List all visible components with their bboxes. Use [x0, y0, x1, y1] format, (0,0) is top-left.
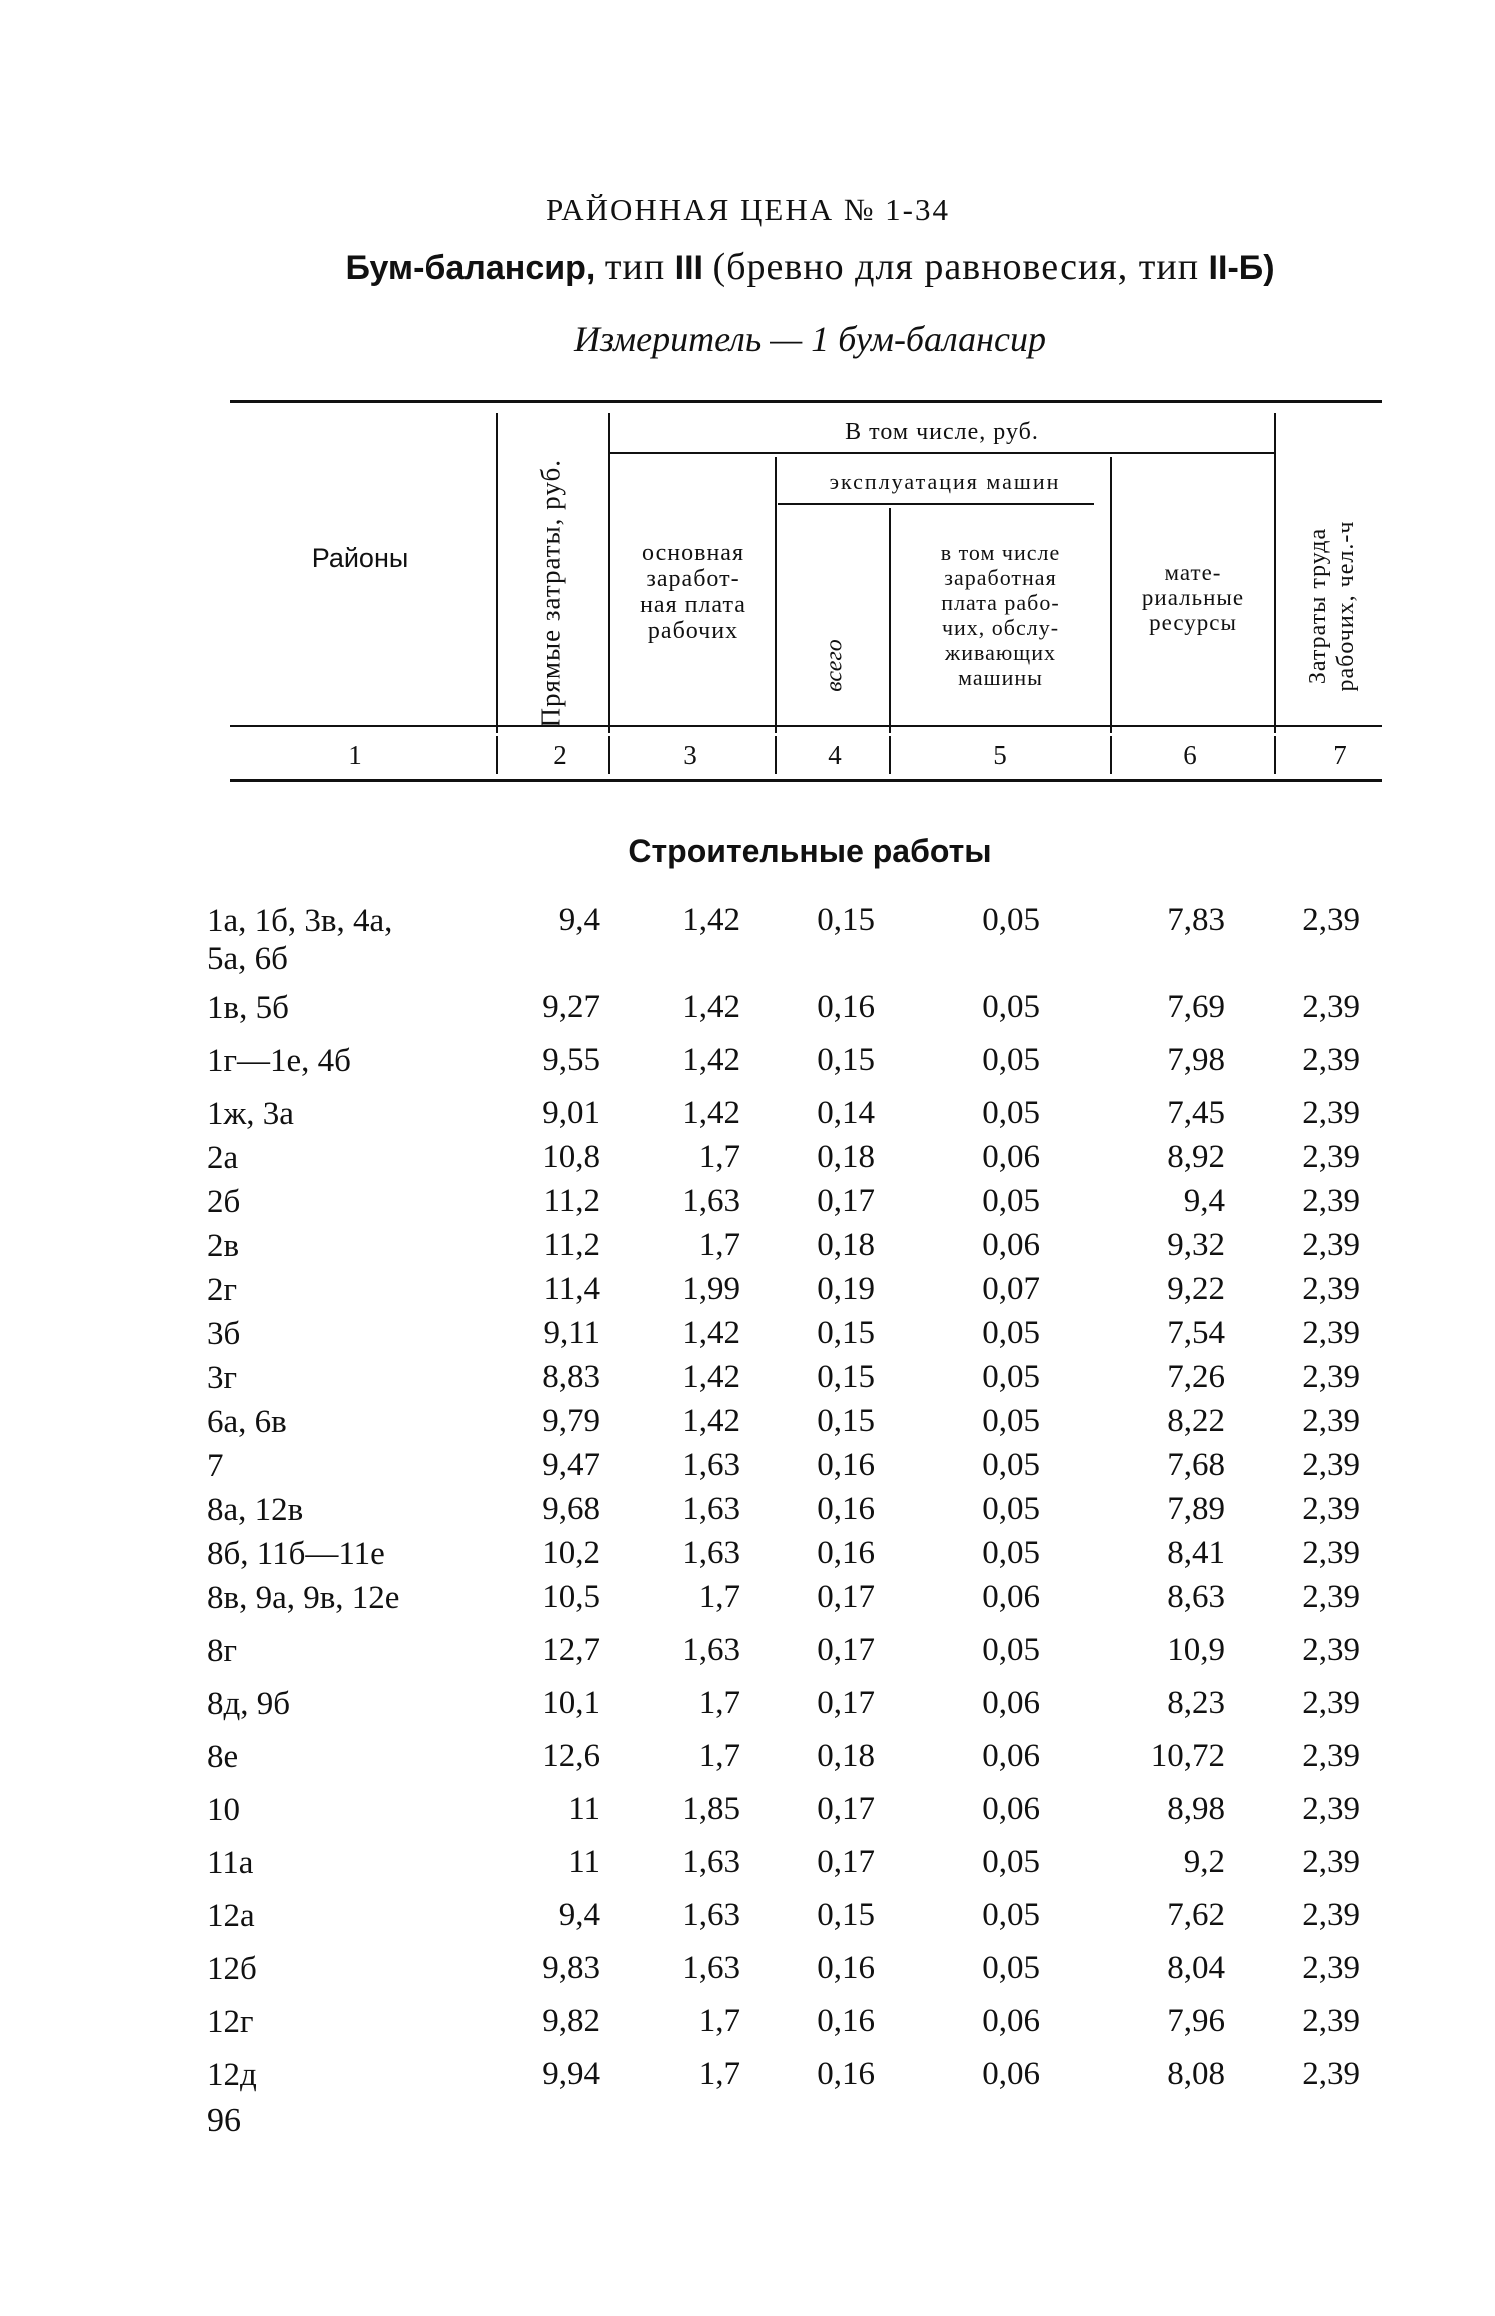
cell-base-wage: 1,7 — [698, 1685, 740, 1721]
header-machine-wage: в том числе заработная плата рабо- чих, обслу- живающих машины — [940, 540, 1061, 690]
cell-labor: 2,39 — [1302, 1535, 1360, 1571]
row-region: 8б, 11б—11е — [207, 1536, 385, 1572]
cell-direct: 9,94 — [542, 2056, 600, 2092]
cell-machine-wage: 0,06 — [982, 1738, 1040, 1774]
cell-machine-wage: 0,05 — [982, 989, 1040, 1025]
cell-machine-total: 0,18 — [817, 1738, 875, 1774]
cell-machine-total: 0,17 — [817, 1791, 875, 1827]
cell-machine-wage: 0,05 — [982, 1315, 1040, 1351]
cell-direct: 8,83 — [542, 1359, 600, 1395]
cell-direct: 11,2 — [543, 1227, 600, 1263]
header-including: В том числе, руб. — [845, 419, 1039, 445]
cell-machine-wage: 0,05 — [982, 1844, 1040, 1880]
header-machine-operation: эксплуатация машин — [829, 469, 1061, 494]
cell-machine-total: 0,15 — [817, 1403, 875, 1439]
cell-machine-total: 0,17 — [817, 1579, 875, 1615]
cell-base-wage: 1,42 — [682, 989, 740, 1025]
cell-base-wage: 1,63 — [682, 1535, 740, 1571]
cell-machine-total: 0,16 — [817, 1950, 875, 1986]
cell-materials: 7,89 — [1167, 1491, 1225, 1527]
cell-base-wage: 1,85 — [682, 1791, 740, 1827]
cell-direct: 9,47 — [542, 1447, 600, 1483]
page-number: 96 — [207, 2102, 241, 2139]
cell-base-wage: 1,63 — [682, 1844, 740, 1880]
cell-materials: 7,96 — [1167, 2003, 1225, 2039]
cell-materials: 10,9 — [1167, 1632, 1225, 1668]
cell-labor: 2,39 — [1302, 1359, 1360, 1395]
cell-base-wage: 1,7 — [698, 2056, 740, 2092]
cell-materials: 8,63 — [1167, 1579, 1225, 1615]
cell-materials: 8,98 — [1167, 1791, 1225, 1827]
row-region: 8а, 12в — [207, 1492, 304, 1528]
cell-base-wage: 1,42 — [682, 1359, 740, 1395]
title-bold-2: III — [674, 249, 703, 287]
cell-direct: 10,1 — [542, 1685, 600, 1721]
cell-labor: 2,39 — [1302, 2056, 1360, 2092]
row-region: 6а, 6в — [207, 1404, 287, 1440]
cell-materials: 8,41 — [1167, 1535, 1225, 1571]
row-region: 2б — [207, 1184, 241, 1220]
cell-direct: 9,79 — [542, 1403, 600, 1439]
cell-materials: 9,32 — [1167, 1227, 1225, 1263]
cell-materials: 8,22 — [1167, 1403, 1225, 1439]
cell-machine-wage: 0,05 — [982, 1447, 1040, 1483]
cell-machine-wage: 0,06 — [982, 2056, 1040, 2092]
cell-labor: 2,39 — [1302, 1139, 1360, 1175]
cell-base-wage: 1,7 — [698, 1738, 740, 1774]
cell-labor: 2,39 — [1302, 1227, 1360, 1263]
cell-machine-wage: 0,06 — [982, 1139, 1040, 1175]
cell-labor: 2,39 — [1302, 1183, 1360, 1219]
cell-machine-total: 0,15 — [817, 1315, 875, 1351]
cell-machine-wage: 0,05 — [982, 1897, 1040, 1933]
cell-labor: 2,39 — [1302, 1491, 1360, 1527]
cell-machine-wage: 0,07 — [982, 1271, 1040, 1307]
cell-base-wage: 1,7 — [698, 1139, 740, 1175]
row-region: 7 — [207, 1448, 224, 1484]
cell-direct: 9,27 — [542, 989, 600, 1025]
cell-labor: 2,39 — [1302, 1897, 1360, 1933]
cell-materials: 8,92 — [1167, 1139, 1225, 1175]
cell-direct: 10,5 — [542, 1579, 600, 1615]
row-region: 12г — [207, 2004, 254, 2040]
row-region: 12а — [207, 1898, 255, 1934]
cell-direct: 10,8 — [542, 1139, 600, 1175]
row-region: 3г — [207, 1360, 238, 1396]
cell-direct: 9,4 — [558, 902, 600, 938]
header-base-wage: основная заработ- ная плата рабочих — [640, 540, 746, 644]
cell-base-wage: 1,99 — [682, 1271, 740, 1307]
cell-materials: 10,72 — [1150, 1738, 1225, 1774]
colnum-6: 6 — [1183, 740, 1197, 770]
cell-base-wage: 1,7 — [698, 2003, 740, 2039]
cell-labor: 2,39 — [1302, 1315, 1360, 1351]
cell-machine-total: 0,17 — [817, 1632, 875, 1668]
cell-machine-total: 0,16 — [817, 2056, 875, 2092]
cell-machine-total: 0,19 — [817, 1271, 875, 1307]
cell-direct: 12,6 — [542, 1738, 600, 1774]
cell-base-wage: 1,63 — [682, 1491, 740, 1527]
cell-machine-total: 0,18 — [817, 1227, 875, 1263]
cell-direct: 12,7 — [542, 1632, 600, 1668]
cell-machine-wage: 0,05 — [982, 1950, 1040, 1986]
cell-machine-total: 0,17 — [817, 1844, 875, 1880]
colnum-3: 3 — [683, 740, 697, 770]
colnum-1: 1 — [348, 740, 362, 770]
row-region: 1а, 1б, 3в, 4а, 5а, 6б — [207, 903, 393, 977]
title-plain-2: (бревно для равновесия, тип — [712, 246, 1200, 288]
colnum-5: 5 — [993, 740, 1007, 770]
header-regions: Районы — [311, 543, 409, 573]
cell-labor: 2,39 — [1302, 1042, 1360, 1078]
colnum-7: 7 — [1333, 740, 1347, 770]
cell-materials: 7,98 — [1167, 1042, 1225, 1078]
cell-labor: 2,39 — [1302, 1579, 1360, 1615]
cell-direct: 9,55 — [542, 1042, 600, 1078]
cell-materials: 7,54 — [1167, 1315, 1225, 1351]
cell-machine-total: 0,16 — [817, 1535, 875, 1571]
row-region: 1ж, 3а — [207, 1096, 294, 1132]
cell-labor: 2,39 — [1302, 1844, 1360, 1880]
cell-machine-wage: 0,05 — [982, 1042, 1040, 1078]
cell-base-wage: 1,63 — [682, 1447, 740, 1483]
cell-machine-wage: 0,06 — [982, 1579, 1040, 1615]
row-region: 12б — [207, 1951, 257, 1987]
cell-materials: 9,2 — [1183, 1844, 1225, 1880]
cell-machine-wage: 0,06 — [982, 1685, 1040, 1721]
cell-base-wage: 1,42 — [682, 1042, 740, 1078]
row-region: 11а — [207, 1845, 254, 1881]
cell-machine-wage: 0,05 — [982, 1183, 1040, 1219]
cell-materials: 8,04 — [1167, 1950, 1225, 1986]
cell-labor: 2,39 — [1302, 1403, 1360, 1439]
cell-base-wage: 1,63 — [682, 1183, 740, 1219]
cell-labor: 2,39 — [1302, 2003, 1360, 2039]
cell-materials: 7,68 — [1167, 1447, 1225, 1483]
cell-machine-wage: 0,06 — [982, 1791, 1040, 1827]
title-bold-1: Бум-балансир, — [345, 249, 596, 287]
row-region: 8г — [207, 1633, 238, 1669]
cell-materials: 7,83 — [1167, 902, 1225, 938]
cell-labor: 2,39 — [1302, 1950, 1360, 1986]
row-region: 1в, 5б — [207, 990, 289, 1026]
cell-labor: 2,39 — [1302, 902, 1360, 938]
cell-labor: 2,39 — [1302, 1095, 1360, 1131]
cell-labor: 2,39 — [1302, 1447, 1360, 1483]
row-region: 8е — [207, 1739, 239, 1775]
cell-machine-wage: 0,05 — [982, 902, 1040, 938]
cell-direct: 9,83 — [542, 1950, 600, 1986]
cell-labor: 2,39 — [1302, 1271, 1360, 1307]
row-region: 8в, 9а, 9в, 12е — [207, 1580, 400, 1616]
cell-base-wage: 1,42 — [682, 1403, 740, 1439]
cell-machine-wage: 0,05 — [982, 1535, 1040, 1571]
cell-direct: 9,01 — [542, 1095, 600, 1131]
cell-machine-total: 0,17 — [817, 1685, 875, 1721]
cell-machine-wage: 0,05 — [982, 1359, 1040, 1395]
cell-base-wage: 1,63 — [682, 1897, 740, 1933]
cell-materials: 7,62 — [1167, 1897, 1225, 1933]
cell-base-wage: 1,42 — [682, 1315, 740, 1351]
cell-machine-total: 0,14 — [817, 1095, 875, 1131]
header-total: всего — [821, 639, 848, 692]
cell-base-wage: 1,42 — [682, 1095, 740, 1131]
cell-materials: 9,22 — [1167, 1271, 1225, 1307]
cell-labor: 2,39 — [1302, 1738, 1360, 1774]
cell-machine-total: 0,16 — [817, 2003, 875, 2039]
title-plain-1: тип — [604, 246, 666, 288]
cell-machine-wage: 0,05 — [982, 1095, 1040, 1131]
cell-base-wage: 1,7 — [698, 1579, 740, 1615]
colnum-2: 2 — [553, 740, 567, 770]
cell-machine-wage: 0,05 — [982, 1403, 1040, 1439]
cell-machine-total: 0,15 — [817, 1359, 875, 1395]
cell-machine-total: 0,16 — [817, 1491, 875, 1527]
row-region: 12д — [207, 2057, 257, 2093]
cell-machine-wage: 0,05 — [982, 1632, 1040, 1668]
section-title: Строительные работы — [628, 833, 992, 869]
cell-direct: 11,2 — [543, 1183, 600, 1219]
row-region: 3б — [207, 1316, 241, 1352]
cell-machine-wage: 0,06 — [982, 2003, 1040, 2039]
row-region: 2г — [207, 1272, 238, 1308]
cell-base-wage: 1,42 — [682, 902, 740, 938]
page-header: РАЙОННАЯ ЦЕНА № 1-34 — [545, 192, 951, 227]
cell-direct: 9,82 — [542, 2003, 600, 2039]
row-region: 1г—1е, 4б — [207, 1043, 351, 1079]
cell-materials: 9,4 — [1183, 1183, 1225, 1219]
cell-machine-total: 0,17 — [817, 1183, 875, 1219]
cell-base-wage: 1,63 — [682, 1950, 740, 1986]
cell-machine-wage: 0,06 — [982, 1227, 1040, 1263]
cell-direct: 9,11 — [543, 1315, 600, 1351]
cell-direct: 11 — [568, 1791, 600, 1827]
cell-materials: 8,08 — [1167, 2056, 1225, 2092]
page-title — [345, 245, 1274, 289]
row-region: 2а — [207, 1140, 239, 1176]
cell-labor: 2,39 — [1302, 1632, 1360, 1668]
cell-base-wage: 1,63 — [682, 1632, 740, 1668]
cell-direct: 11,4 — [543, 1271, 600, 1307]
cell-materials: 7,26 — [1167, 1359, 1225, 1395]
measure-unit: Измеритель — 1 бум-балансир — [573, 319, 1047, 359]
header-material-resources: мате- риальные ресурсы — [1141, 560, 1245, 635]
cell-machine-total: 0,15 — [817, 1897, 875, 1933]
cell-direct: 11 — [568, 1844, 600, 1880]
cell-labor: 2,39 — [1302, 1685, 1360, 1721]
cell-materials: 7,45 — [1167, 1095, 1225, 1131]
row-region: 8д, 9б — [207, 1686, 291, 1722]
cell-machine-total: 0,16 — [817, 1447, 875, 1483]
cell-direct: 9,4 — [558, 1897, 600, 1933]
cell-direct: 10,2 — [542, 1535, 600, 1571]
cell-machine-total: 0,16 — [817, 989, 875, 1025]
cell-materials: 7,69 — [1167, 989, 1225, 1025]
title-bold-3: II-Б) — [1208, 249, 1275, 287]
colnum-4: 4 — [828, 740, 842, 770]
header-labor-costs: Затраты труда рабочих, чел.-ч — [1305, 520, 1359, 692]
cell-machine-total: 0,15 — [817, 1042, 875, 1078]
cell-labor: 2,39 — [1302, 989, 1360, 1025]
cell-machine-total: 0,15 — [817, 902, 875, 938]
header-direct-costs: Прямые затраты, руб. — [535, 459, 566, 728]
row-region: 2в — [207, 1228, 240, 1264]
cell-materials: 8,23 — [1167, 1685, 1225, 1721]
cell-base-wage: 1,7 — [698, 1227, 740, 1263]
cell-machine-wage: 0,05 — [982, 1491, 1040, 1527]
cell-direct: 9,68 — [542, 1491, 600, 1527]
cell-machine-total: 0,18 — [817, 1139, 875, 1175]
cell-labor: 2,39 — [1302, 1791, 1360, 1827]
row-region: 10 — [207, 1792, 240, 1828]
